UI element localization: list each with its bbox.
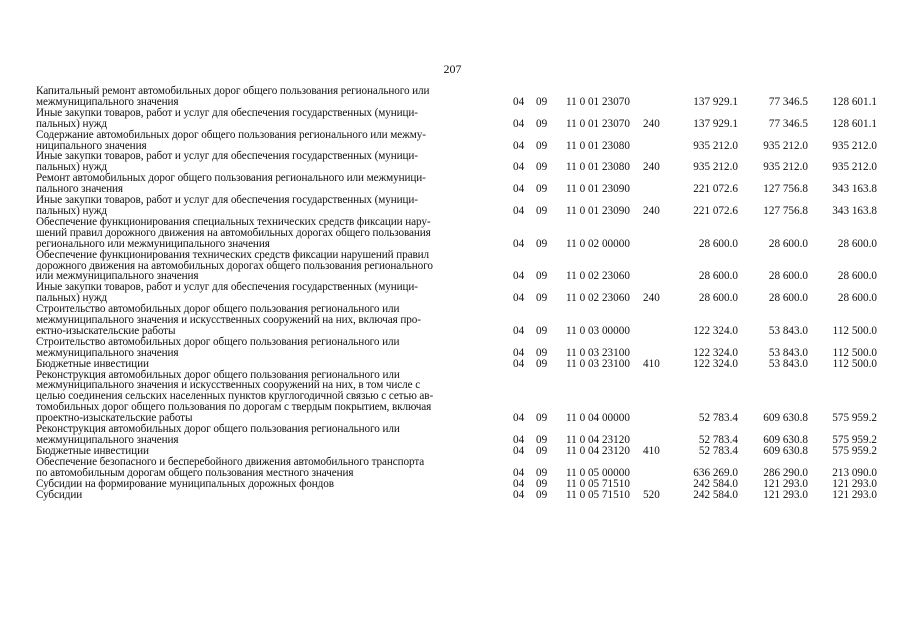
subsection-code: 09: [536, 161, 548, 174]
amount-year-1: 935 212.0: [693, 161, 738, 174]
target-article-code: 11 0 01 23070: [566, 117, 630, 130]
amount-year-1: 242 584.0: [693, 488, 738, 501]
row-description: Иные закупки товаров, работ и услуг для обеспечения государственных (муници- пальных) нужд: [36, 150, 418, 174]
row-description: Реконструкция автомобильных дорог общего пользования регионального или межмуниципального значения и искусственных сооружений на них, в том числе с целью соединения сельских населенных пунктов круглогодичной связью с сетью ав- томобильных дорог общего пользования по дорогам с твердым покрытием, включая проектно-изыскательские работы: [36, 368, 434, 425]
subsection-code: 09: [536, 139, 548, 152]
amount-year-1: 221 072.6: [693, 204, 738, 217]
target-article-code: 11 0 04 23120: [566, 444, 630, 457]
amount-year-2: 609 630.8: [763, 412, 808, 425]
amount-year-3: 112 500.0: [832, 357, 877, 370]
target-article-code: 11 0 04 23120: [566, 434, 630, 446]
table-row: [36, 195, 881, 217]
target-article-code: 11 0 05 00000: [566, 466, 630, 479]
amount-year-2: 935 212.0: [763, 139, 808, 152]
subsection-code: 09: [536, 183, 548, 196]
section-code: 04: [513, 270, 525, 283]
amount-year-1: 137 929.1: [693, 117, 738, 130]
table-row: [36, 359, 881, 370]
section-code: 04: [513, 357, 525, 370]
subsection-code: 09: [536, 270, 548, 283]
amount-year-1: 242 584.0: [693, 477, 738, 490]
amount-year-2: 53 843.0: [768, 346, 808, 359]
table-row: [36, 457, 881, 479]
table-row: [36, 173, 881, 195]
section-code: 04: [513, 237, 525, 250]
table-row: [36, 217, 881, 250]
subsection-code: 09: [536, 434, 548, 446]
amount-year-1: 52 783.4: [698, 444, 738, 457]
amount-year-2: 53 843.0: [768, 357, 808, 370]
section-code: 04: [513, 346, 525, 359]
amount-year-1: 122 324.0: [693, 357, 738, 370]
amount-year-3: 128 601.1: [832, 117, 877, 130]
amount-year-1: 52 783.4: [698, 412, 738, 425]
section-code: 04: [513, 183, 525, 196]
target-article-code: 11 0 05 71510: [566, 477, 630, 490]
table-row: [36, 370, 881, 425]
table-row: [36, 490, 881, 501]
amount-year-1: 122 324.0: [693, 346, 738, 359]
row-description: Бюджетные инвестиции: [36, 357, 149, 370]
amount-year-3: 343 163.8: [832, 183, 877, 196]
section-code: 04: [513, 161, 525, 174]
amount-year-2: 121 293.0: [763, 477, 808, 490]
subsection-code: 09: [536, 357, 548, 370]
table-row: [36, 304, 881, 337]
expense-type-code: 240: [643, 161, 660, 174]
amount-year-3: 935 212.0: [832, 139, 877, 152]
amount-year-3: 343 163.8: [832, 204, 877, 217]
expense-type-code: 240: [643, 204, 660, 217]
row-description: Строительство автомобильных дорог общего пользования регионального или межмуниципального значения и искусственных сооружений на них, включая про- ектно-изыскательские работы: [36, 303, 421, 337]
section-code: 04: [513, 466, 525, 479]
subsection-code: 09: [536, 412, 548, 425]
row-description: Строительство автомобильных дорог общего пользования регионального или межмуниципального значения: [36, 335, 400, 359]
amount-year-3: 121 293.0: [832, 477, 877, 490]
amount-year-3: 112 500.0: [832, 324, 877, 337]
amount-year-2: 127 756.8: [763, 183, 808, 196]
subsection-code: 09: [536, 324, 548, 337]
amount-year-1: 935 212.0: [693, 139, 738, 152]
amount-year-2: 28 600.0: [768, 237, 808, 250]
amount-year-3: 121 293.0: [832, 488, 877, 501]
row-description: Обеспечение функционирования специальных технических средств фиксации нару- шений правил дорожного движения на автомобильных дорогах общего пользования регионального или межмуниципального значения: [36, 215, 431, 250]
section-code: 04: [513, 139, 525, 152]
target-article-code: 11 0 02 23060: [566, 292, 630, 305]
amount-year-2: 77 346.5: [768, 117, 808, 130]
section-code: 04: [513, 434, 525, 446]
target-article-code: 11 0 01 23080: [566, 161, 630, 174]
amount-year-3: 112 500.0: [832, 346, 877, 359]
row-description: Капитальный ремонт автомобильных дорог общего пользования регионального или межмуниципального значения: [36, 85, 430, 108]
target-article-code: 11 0 01 23090: [566, 183, 630, 196]
amount-year-1: 28 600.0: [698, 237, 738, 250]
row-description: Иные закупки товаров, работ и услуг для обеспечения государственных (муници- пальных) нужд: [36, 106, 418, 130]
amount-year-1: 122 324.0: [693, 324, 738, 337]
amount-year-1: 28 600.0: [698, 292, 738, 305]
amount-year-2: 53 843.0: [768, 324, 808, 337]
amount-year-2: 127 756.8: [763, 204, 808, 217]
subsection-code: 09: [536, 346, 548, 359]
amount-year-3: 28 600.0: [837, 292, 877, 305]
expense-type-code: 520: [643, 488, 660, 501]
row-description: Бюджетные инвестиции: [36, 444, 149, 457]
section-code: 04: [513, 488, 525, 501]
table-row: [36, 479, 881, 490]
target-article-code: 11 0 03 23100: [566, 346, 630, 359]
row-description: Обеспечение безопасного и бесперебойного движения автомобильного транспорта по автомобильным дорогам общего пользования местного значения: [36, 455, 425, 479]
target-article-code: 11 0 01 23090: [566, 204, 630, 217]
subsection-code: 09: [536, 204, 548, 217]
target-article-code: 11 0 04 00000: [566, 412, 630, 425]
table-row: [36, 282, 881, 304]
amount-year-1: 221 072.6: [693, 183, 738, 196]
target-article-code: 11 0 01 23080: [566, 139, 630, 152]
subsection-code: 09: [536, 117, 548, 130]
amount-year-3: 28 600.0: [837, 237, 877, 250]
row-description: Реконструкция автомобильных дорог общего пользования регионального или межмуниципального значения: [36, 423, 400, 446]
section-code: 04: [513, 477, 525, 490]
subsection-code: 09: [536, 292, 548, 305]
row-description: Обеспечение функционирования технических средств фиксации нарушений правил дорожного движения на автомобильных дорогах общего пользования регионального или межмуниципального значения: [36, 248, 433, 283]
amount-year-3: 575 959.2: [832, 444, 877, 457]
section-code: 04: [513, 324, 525, 337]
budget-table: [36, 86, 881, 500]
subsection-code: 09: [536, 466, 548, 479]
subsection-code: 09: [536, 488, 548, 501]
expense-type-code: 410: [643, 357, 660, 370]
amount-year-3: 935 212.0: [832, 161, 877, 174]
subsection-code: 09: [536, 237, 548, 250]
amount-year-1: 636 269.0: [693, 466, 738, 479]
amount-year-2: 286 290.0: [763, 466, 808, 479]
subsection-code: 09: [536, 477, 548, 490]
amount-year-2: 28 600.0: [768, 270, 808, 283]
target-article-code: 11 0 02 00000: [566, 237, 630, 250]
section-code: 04: [513, 95, 525, 108]
table-row: [36, 151, 881, 173]
table-row: [36, 130, 881, 152]
row-description: Субсидии на формирование муниципальных дорожных фондов: [36, 477, 334, 490]
section-code: 04: [513, 117, 525, 130]
section-code: 04: [513, 412, 525, 425]
table-row: [36, 108, 881, 130]
amount-year-1: 52 783.4: [698, 434, 738, 446]
row-description: Иные закупки товаров, работ и услуг для обеспечения государственных (муници- пальных) нужд: [36, 194, 418, 217]
amount-year-3: 213 090.0: [832, 466, 877, 479]
amount-year-2: 28 600.0: [768, 292, 808, 305]
row-description: Субсидии: [36, 488, 83, 501]
amount-year-1: 28 600.0: [698, 270, 738, 283]
row-description: Иные закупки товаров, работ и услуг для обеспечения государственных (муници- пальных) нужд: [36, 281, 418, 305]
amount-year-2: 77 346.5: [768, 95, 808, 108]
expense-type-code: 240: [643, 117, 660, 130]
target-article-code: 11 0 03 23100: [566, 357, 630, 370]
amount-year-3: 28 600.0: [837, 270, 877, 283]
page-number: 207: [443, 62, 462, 76]
amount-year-3: 575 959.2: [832, 412, 877, 425]
target-article-code: 11 0 05 71510: [566, 488, 630, 501]
subsection-code: 09: [536, 95, 548, 108]
amount-year-2: 935 212.0: [763, 161, 808, 174]
target-article-code: 11 0 03 00000: [566, 324, 630, 337]
table-row: [36, 337, 881, 359]
amount-year-2: 609 630.8: [763, 434, 808, 446]
section-code: 04: [513, 444, 525, 457]
amount-year-3: 575 959.2: [832, 434, 877, 446]
row-description: Содержание автомобильных дорог общего пользования регионального или межму- ниципального значения: [36, 128, 426, 152]
expense-type-code: 240: [643, 292, 660, 305]
table-row: [36, 86, 881, 108]
amount-year-2: 121 293.0: [763, 488, 808, 501]
section-code: 04: [513, 292, 525, 305]
subsection-code: 09: [536, 444, 548, 457]
target-article-code: 11 0 01 23070: [566, 95, 630, 108]
amount-year-3: 128 601.1: [832, 95, 877, 108]
amount-year-2: 609 630.8: [763, 444, 808, 457]
row-description: Ремонт автомобильных дорог общего пользования регионального или межмуници- пального значения: [36, 172, 426, 196]
amount-year-1: 137 929.1: [693, 95, 738, 108]
target-article-code: 11 0 02 23060: [566, 270, 630, 283]
table-row: [36, 250, 881, 283]
table-row: [36, 424, 881, 446]
section-code: 04: [513, 204, 525, 217]
expense-type-code: 410: [643, 444, 660, 457]
